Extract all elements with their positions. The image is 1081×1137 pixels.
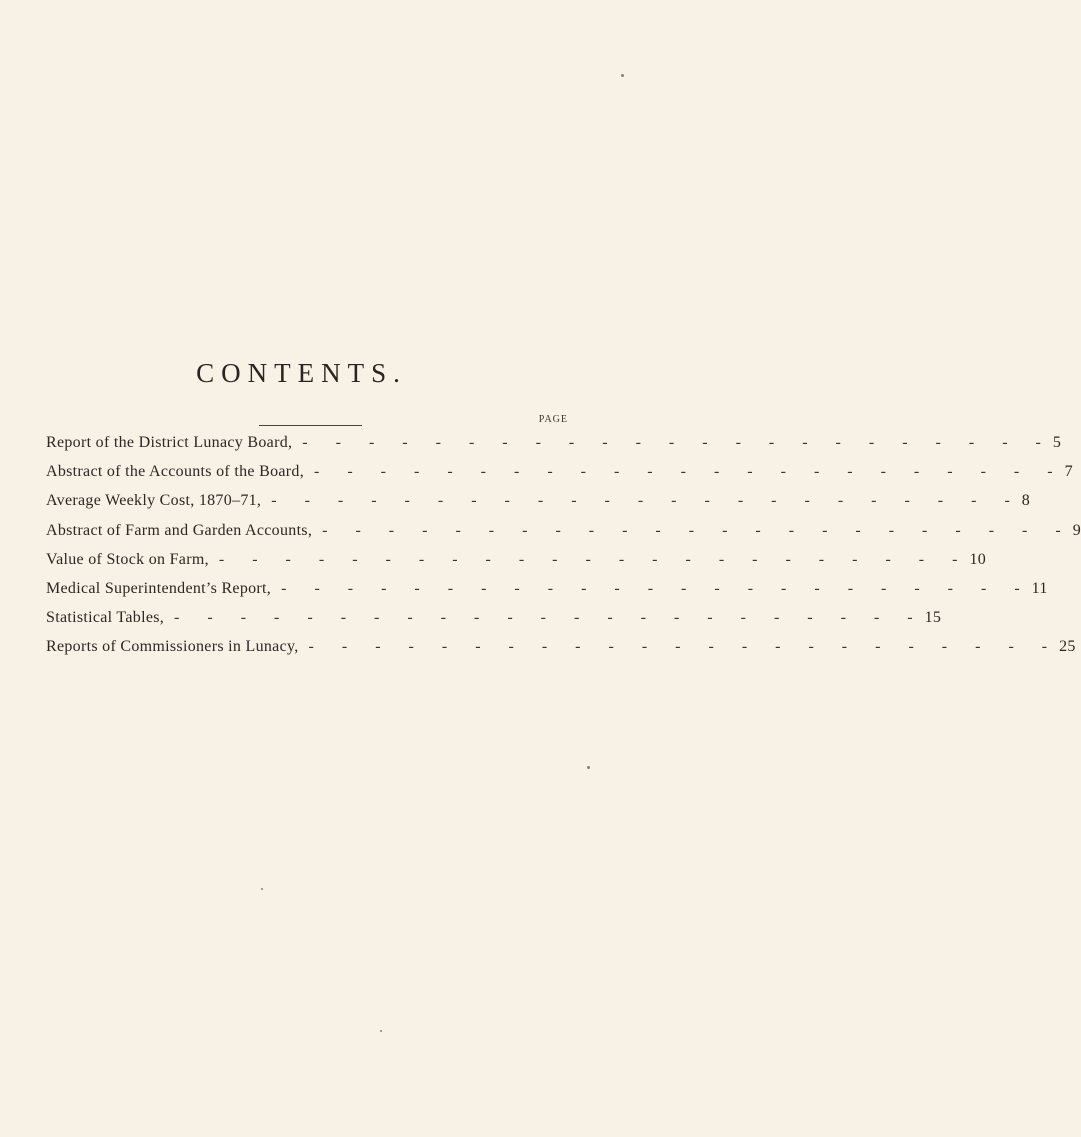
toc-leader: - - - - - - - - - - - - - - - - - - - - - - -: [302, 434, 1053, 451]
paper-speck: [380, 1030, 382, 1032]
toc-leader: - - - - - - - - - - - - - - - - - - - - - - -: [271, 492, 1022, 510]
paper-speck: [587, 766, 590, 769]
toc-entry: [46, 492, 1031, 521]
toc-entry-label: Reports of Commissioners in Lunacy,: [46, 638, 299, 656]
toc-entry-label: Average Weekly Cost, 1870–71,: [46, 492, 262, 510]
toc-entry: [46, 609, 942, 638]
toc-leader: - - - - - - - - - - - - - - - - - - - - - - -: [314, 463, 1065, 481]
paper-speck: [261, 888, 263, 890]
toc-entry: [46, 434, 1062, 463]
toc-leader: - - - - - - - - - - - - - - - - - - - - - - -: [281, 579, 1032, 597]
toc-entry-page: 7: [1064, 463, 1073, 481]
contents-title: CONTENTS.: [196, 358, 407, 388]
toc-entry: [46, 579, 1048, 609]
toc-entry-label: Value of Stock on Farm,: [46, 550, 209, 568]
toc-entry: [46, 521, 1081, 551]
toc-entry-page: 15: [924, 609, 942, 627]
toc-entry-page: 8: [1021, 492, 1031, 510]
page-column-heading: PAGE: [538, 414, 568, 425]
toc-entry: [46, 463, 1073, 492]
toc-entry-page: 5: [1052, 434, 1062, 451]
toc-entry-label: Report of the District Lunacy Board,: [46, 434, 293, 451]
toc-entry: [46, 550, 987, 580]
toc-entry-page: 9: [1072, 521, 1081, 539]
toc-entry-label: Medical Superintendent’s Report,: [46, 579, 272, 597]
toc-leader: - - - - - - - - - - - - - - - - - - - - - - -: [218, 550, 970, 568]
title-rule: [259, 425, 362, 426]
toc-entry-page: 10: [969, 550, 987, 568]
toc-entry-label: Abstract of the Accounts of the Board,: [46, 463, 305, 481]
toc-entry: [46, 638, 1076, 667]
toc-entry-page: 11: [1031, 579, 1048, 597]
toc-leader: - - - - - - - - - - - - - - - - - - - - - - -: [322, 521, 1073, 539]
toc-leader: - - - - - - - - - - - - - - - - - - - - - - -: [308, 638, 1060, 656]
toc-leader: - - - - - - - - - - - - - - - - - - - - - - -: [174, 609, 925, 627]
paper-speck: [621, 74, 624, 77]
toc-entry-page: 25: [1059, 638, 1076, 656]
toc-entry-label: Abstract of Farm and Garden Accounts,: [46, 521, 313, 539]
toc-entry-label: Statistical Tables,: [46, 609, 165, 627]
table-of-contents: [46, 434, 1081, 668]
